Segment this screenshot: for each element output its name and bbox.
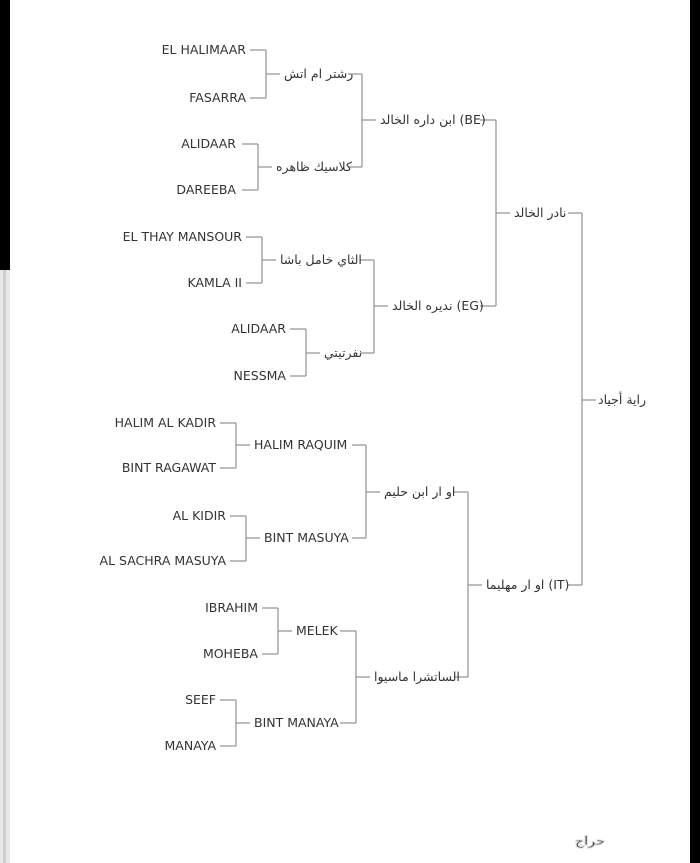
gen3-name: MELEK [296,623,338,638]
gen4-name: MOHEBA [202,646,258,661]
dam-dam-name: الساتشرا ماسيوا [374,669,460,684]
gen3-name: BINT MASUYA [264,530,349,545]
dam-sire-name: او ار ابن حليم [384,484,456,499]
gen4-name: ALIDAAR [181,136,236,151]
gen3-name: HALIM RAQUIM [254,437,348,452]
gen3-name: نفرتيتي [324,345,363,360]
gen4-name: SEEF [185,692,216,707]
gen4-name: EL HALIMAAR [161,42,246,57]
subject-name: راية أجياد [598,392,647,407]
gen3-name: الثاي خامل باشا [280,252,362,267]
sire-sire-name: ابن داره الخالد (BE) [380,112,486,127]
gen4-name: FASARRA [189,90,246,105]
gen4-name: ALIDAAR [231,321,286,336]
gen4-name: DAREEBA [176,182,236,197]
gen4-name: AL SACHRA MASUYA [99,553,226,568]
gen4-name: NESSMA [233,368,286,383]
sire-dam-name: نديره الخالد (EG) [392,298,484,313]
gen4-name: AL KIDIR [172,508,226,523]
gen4-name: MANAYA [164,738,216,753]
gen3-name: رشتر ام اتش [284,66,354,81]
gen3-name: BINT MANAYA [254,715,339,730]
gen3-name: كلاسيك ظاهره [276,159,352,174]
gen4-name: BINT RAGAWAT [121,460,216,475]
gen4-name: HALIM AL KADIR [114,415,216,430]
sire-name: نادر الخالد [514,205,567,220]
haraj-watermark: حراج [574,833,606,848]
gen4-name: IBRAHIM [205,600,258,615]
gen4-name: EL THAY MANSOUR [122,229,242,244]
gen4-name: KAMLA II [187,275,242,290]
dam-name: او ار مهليما (IT) [486,577,570,592]
